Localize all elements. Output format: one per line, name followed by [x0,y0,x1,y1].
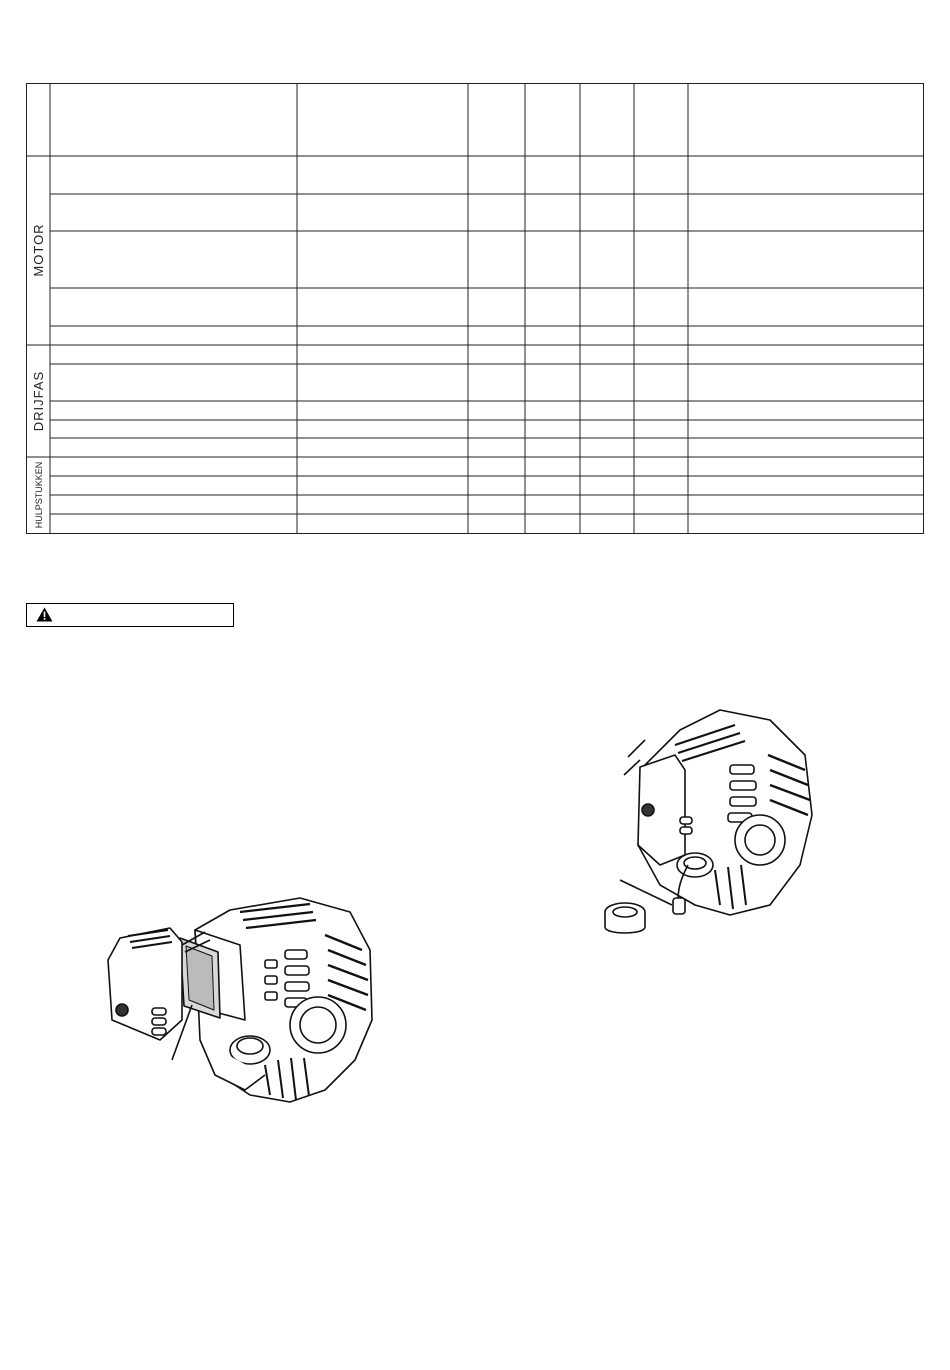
fuel-tank-filter-illustration [600,705,840,945]
section-label-drijfas: DRIJFAS [31,370,46,432]
caution-box [26,603,234,627]
maintenance-schedule-table [26,83,924,534]
air-filter-exploded-illustration [100,890,390,1110]
section-label-motor: MOTOR [31,223,46,277]
section-label-hulpstukken: HULPSTUKKEN [34,461,44,529]
warning-triangle-icon [36,607,53,622]
